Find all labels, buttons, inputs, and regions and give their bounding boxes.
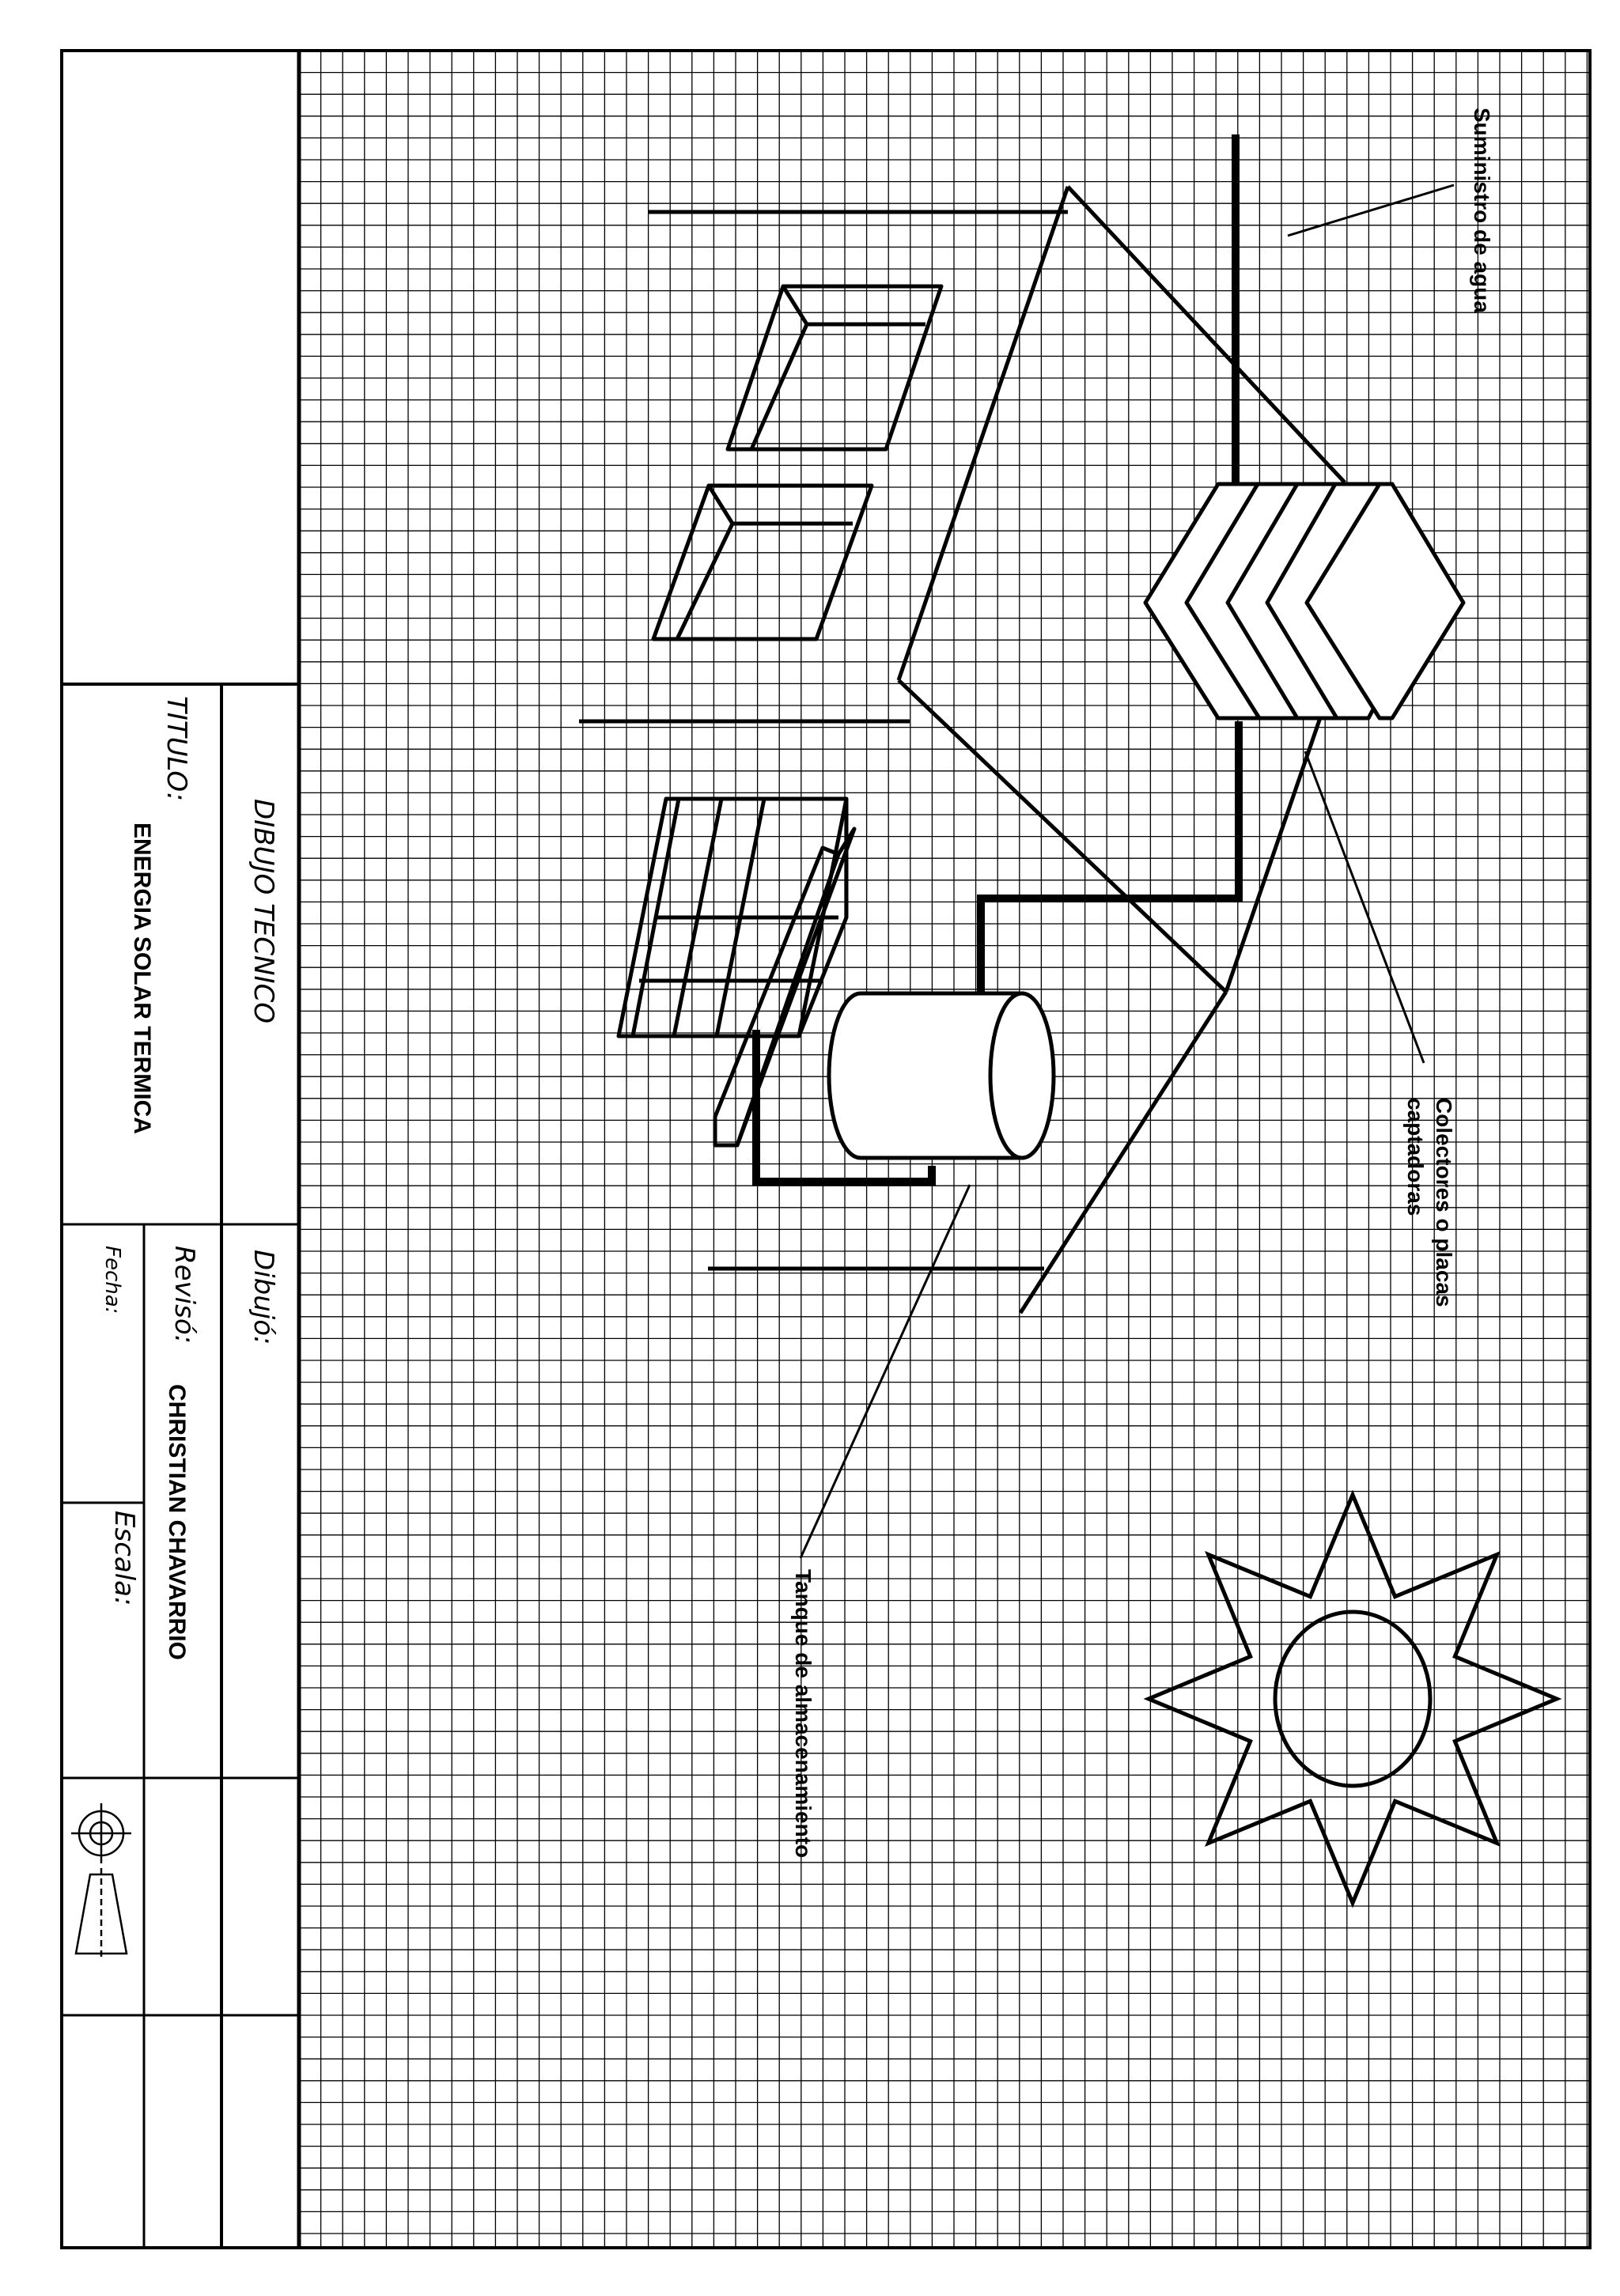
reviewed-caption: Revisó: [168,1246,200,1345]
water-supply-label: Suministro de agua [1470,108,1494,313]
leader-lines [801,185,1454,1558]
collectors-label-line1: Colectores o placas [1432,1098,1456,1307]
outer-frame [62,51,1590,2248]
window-upper [728,286,941,449]
collectors-label-line2: captadoras [1403,1098,1428,1216]
heat-exchanger [619,799,854,1145]
section-title: DIBUJO TECNICO [248,799,279,1023]
water-supply-leader [1288,185,1454,236]
title-value: ENERGIA SOLAR TERMICA [129,823,155,1134]
scale-caption: Escala: [108,1511,140,1606]
storage-tank [829,993,1054,1158]
projection-symbol-icon [71,1803,131,1960]
title-caption: TITULO: [161,696,192,802]
reviewed-value: CHRISTIAN CHAVARRIO [164,1384,190,1660]
roof-left-edge [899,187,1068,680]
storage-tank-leader [801,1185,970,1558]
solar-collectors [1145,484,1463,718]
sun-icon [1149,1495,1557,1903]
storage-tank-label: Tanque de almacenamiento [791,1569,816,1859]
date-caption: Fecha: [100,1246,124,1314]
collectors-leader [1305,751,1424,1063]
drawn-caption: Dibujó: [248,1250,279,1345]
tank-end-cap [990,993,1054,1158]
title-block [62,51,1590,2248]
